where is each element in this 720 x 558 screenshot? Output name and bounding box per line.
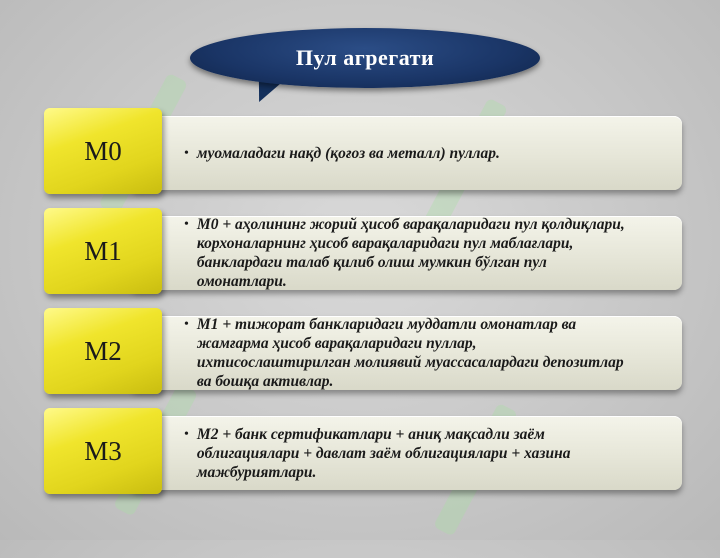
aggregate-description bbox=[184, 116, 634, 190]
bullet-icon: • bbox=[184, 426, 189, 442]
aggregate-row-m3 bbox=[44, 408, 684, 496]
aggregate-label-box bbox=[44, 408, 162, 494]
aggregate-row-m0 bbox=[44, 108, 684, 196]
aggregate-text: муомаладаги нақд (қоғоз ва металл) пуллар. bbox=[196, 144, 500, 162]
aggregate-text: М2 + банк сертификатлари + аниқ мақсадли заём облигациялари + давлат заём облигациялари + хазина мажбуриятлари. bbox=[196, 425, 571, 481]
title-bubble bbox=[190, 28, 540, 88]
bullet-icon: • bbox=[184, 317, 189, 332]
aggregate-label-box bbox=[44, 108, 162, 194]
aggregate-label: M2 bbox=[84, 335, 122, 366]
aggregate-row-m2 bbox=[44, 308, 684, 396]
aggregate-label-box bbox=[44, 208, 162, 294]
aggregate-label-box bbox=[44, 308, 162, 394]
aggregate-text: М1 + тижорат банкларидаги муддатли омонатлар ва жамғарма ҳисоб варақаларидаги пуллар, ихтисослаштирилган молиявий муассасалардаги депозитлар ва бошқа активлар. bbox=[196, 316, 624, 390]
aggregate-description bbox=[184, 316, 634, 390]
slide-title: Пул агрегати bbox=[295, 45, 435, 70]
aggregate-label: M0 bbox=[84, 135, 122, 166]
bullet-icon: • bbox=[184, 145, 189, 161]
aggregate-label: M3 bbox=[84, 435, 122, 466]
aggregate-row-m1 bbox=[44, 208, 684, 296]
aggregate-description bbox=[184, 216, 634, 290]
bullet-icon: • bbox=[184, 217, 189, 232]
aggregate-text: М0 + аҳолининг жорий ҳисоб варақаларидаги пул қолдиқлари, корхоналарнинг ҳисоб варақаларидаги пул маблағлари, банклардаги талаб қилиб олиш мумкин бўлган пул омонатлари. bbox=[196, 216, 625, 290]
aggregate-label: M1 bbox=[84, 235, 122, 266]
aggregate-description bbox=[184, 416, 634, 490]
